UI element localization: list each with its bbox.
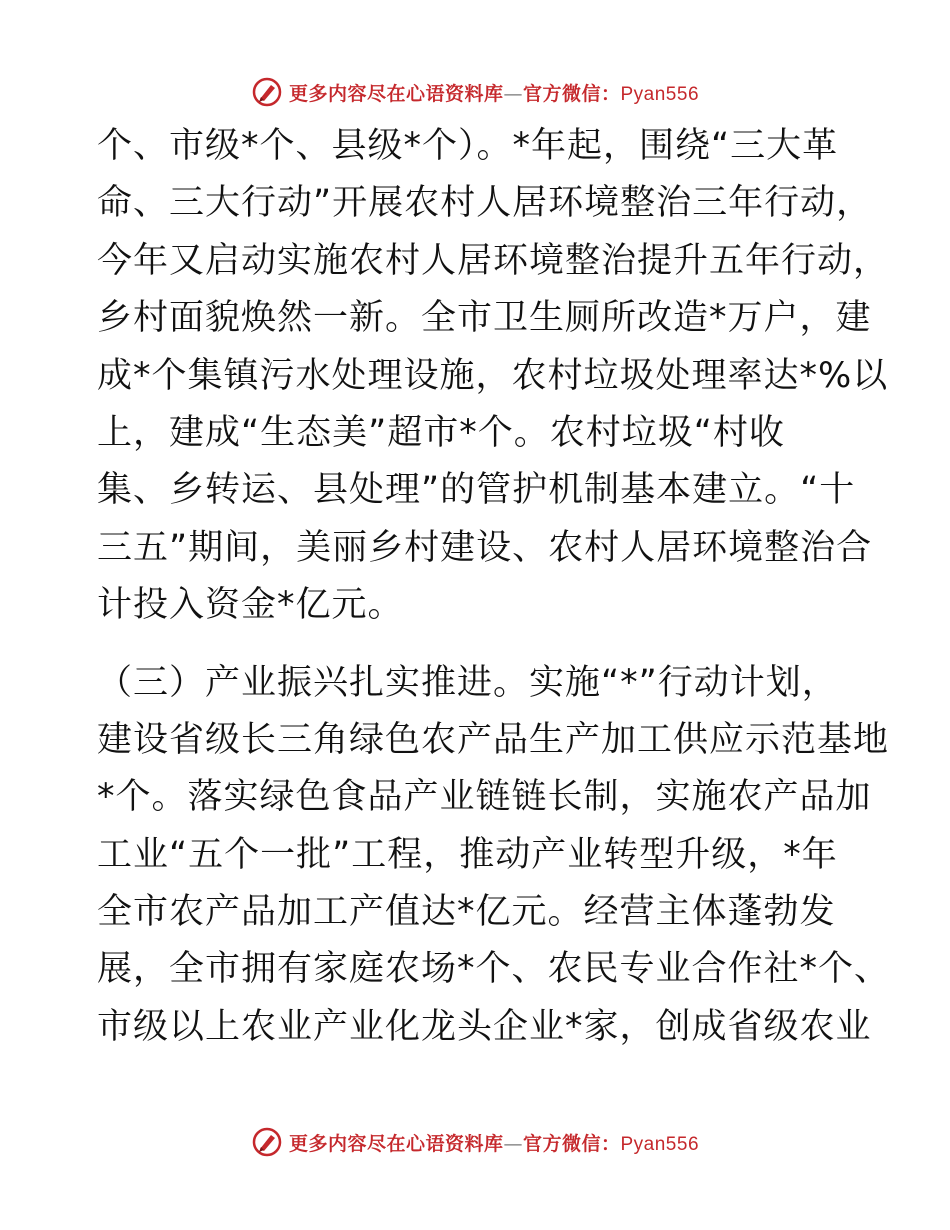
text-line: （三）产业振兴扎实推进。实施“*”行动计划， bbox=[97, 662, 838, 703]
header-watermark bbox=[0, 72, 950, 112]
text-line: 工业“五个一批”工程，推动产业转型升级，*年 bbox=[97, 834, 838, 875]
watermark-text: 更多内容尽在心语资料库—官方微信：Pyan556 bbox=[288, 1132, 700, 1155]
document-body bbox=[97, 118, 891, 1056]
text-line: 命、三大行动”开展农村人居环境整治三年行动， bbox=[97, 183, 873, 224]
text-line: 上，建成“生态美”超市*个。农村垃圾“村收 bbox=[97, 412, 785, 453]
text-line: *个。落实绿色食品产业链链长制，实施农产品加 bbox=[97, 777, 872, 818]
paragraph-gap bbox=[97, 635, 877, 655]
text-line: 建设省级长三角绿色农产品生产加工供应示范基地 bbox=[97, 719, 890, 760]
footer-watermark bbox=[0, 1122, 950, 1162]
text-line: 展，全市拥有家庭农场*个、农民专业合作社*个、 bbox=[97, 949, 891, 990]
text-line: 成*个集镇污水处理设施，农村垃圾处理率达*%以 bbox=[97, 355, 889, 396]
paragraph bbox=[97, 655, 891, 1057]
text-line: 三五”期间，美丽乡村建设、农村人居环境整治合 bbox=[97, 527, 873, 568]
text-line: 集、乡转运、县处理”的管护机制基本建立。“十 bbox=[97, 470, 856, 511]
text-line: 全市农产品加工产值达*亿元。经营主体蓬勃发 bbox=[97, 892, 836, 933]
logo-icon bbox=[251, 76, 283, 108]
text-line: 计投入资金*亿元。 bbox=[97, 585, 404, 626]
paragraph bbox=[97, 118, 890, 635]
text-line: 乡村面貌焕然一新。全市卫生厕所改造*万户，建 bbox=[97, 298, 872, 339]
text-line: 今年又启动实施农村人居环境整治提升五年行动， bbox=[97, 240, 890, 281]
text-line: 市级以上农业产业化龙头企业*家，创成省级农业 bbox=[97, 1006, 872, 1047]
watermark-text: 更多内容尽在心语资料库—官方微信：Pyan556 bbox=[288, 82, 700, 105]
logo-icon bbox=[251, 1126, 283, 1158]
text-line: 个、市级*个、县级*个）。*年起，围绕“三大革 bbox=[97, 126, 839, 166]
